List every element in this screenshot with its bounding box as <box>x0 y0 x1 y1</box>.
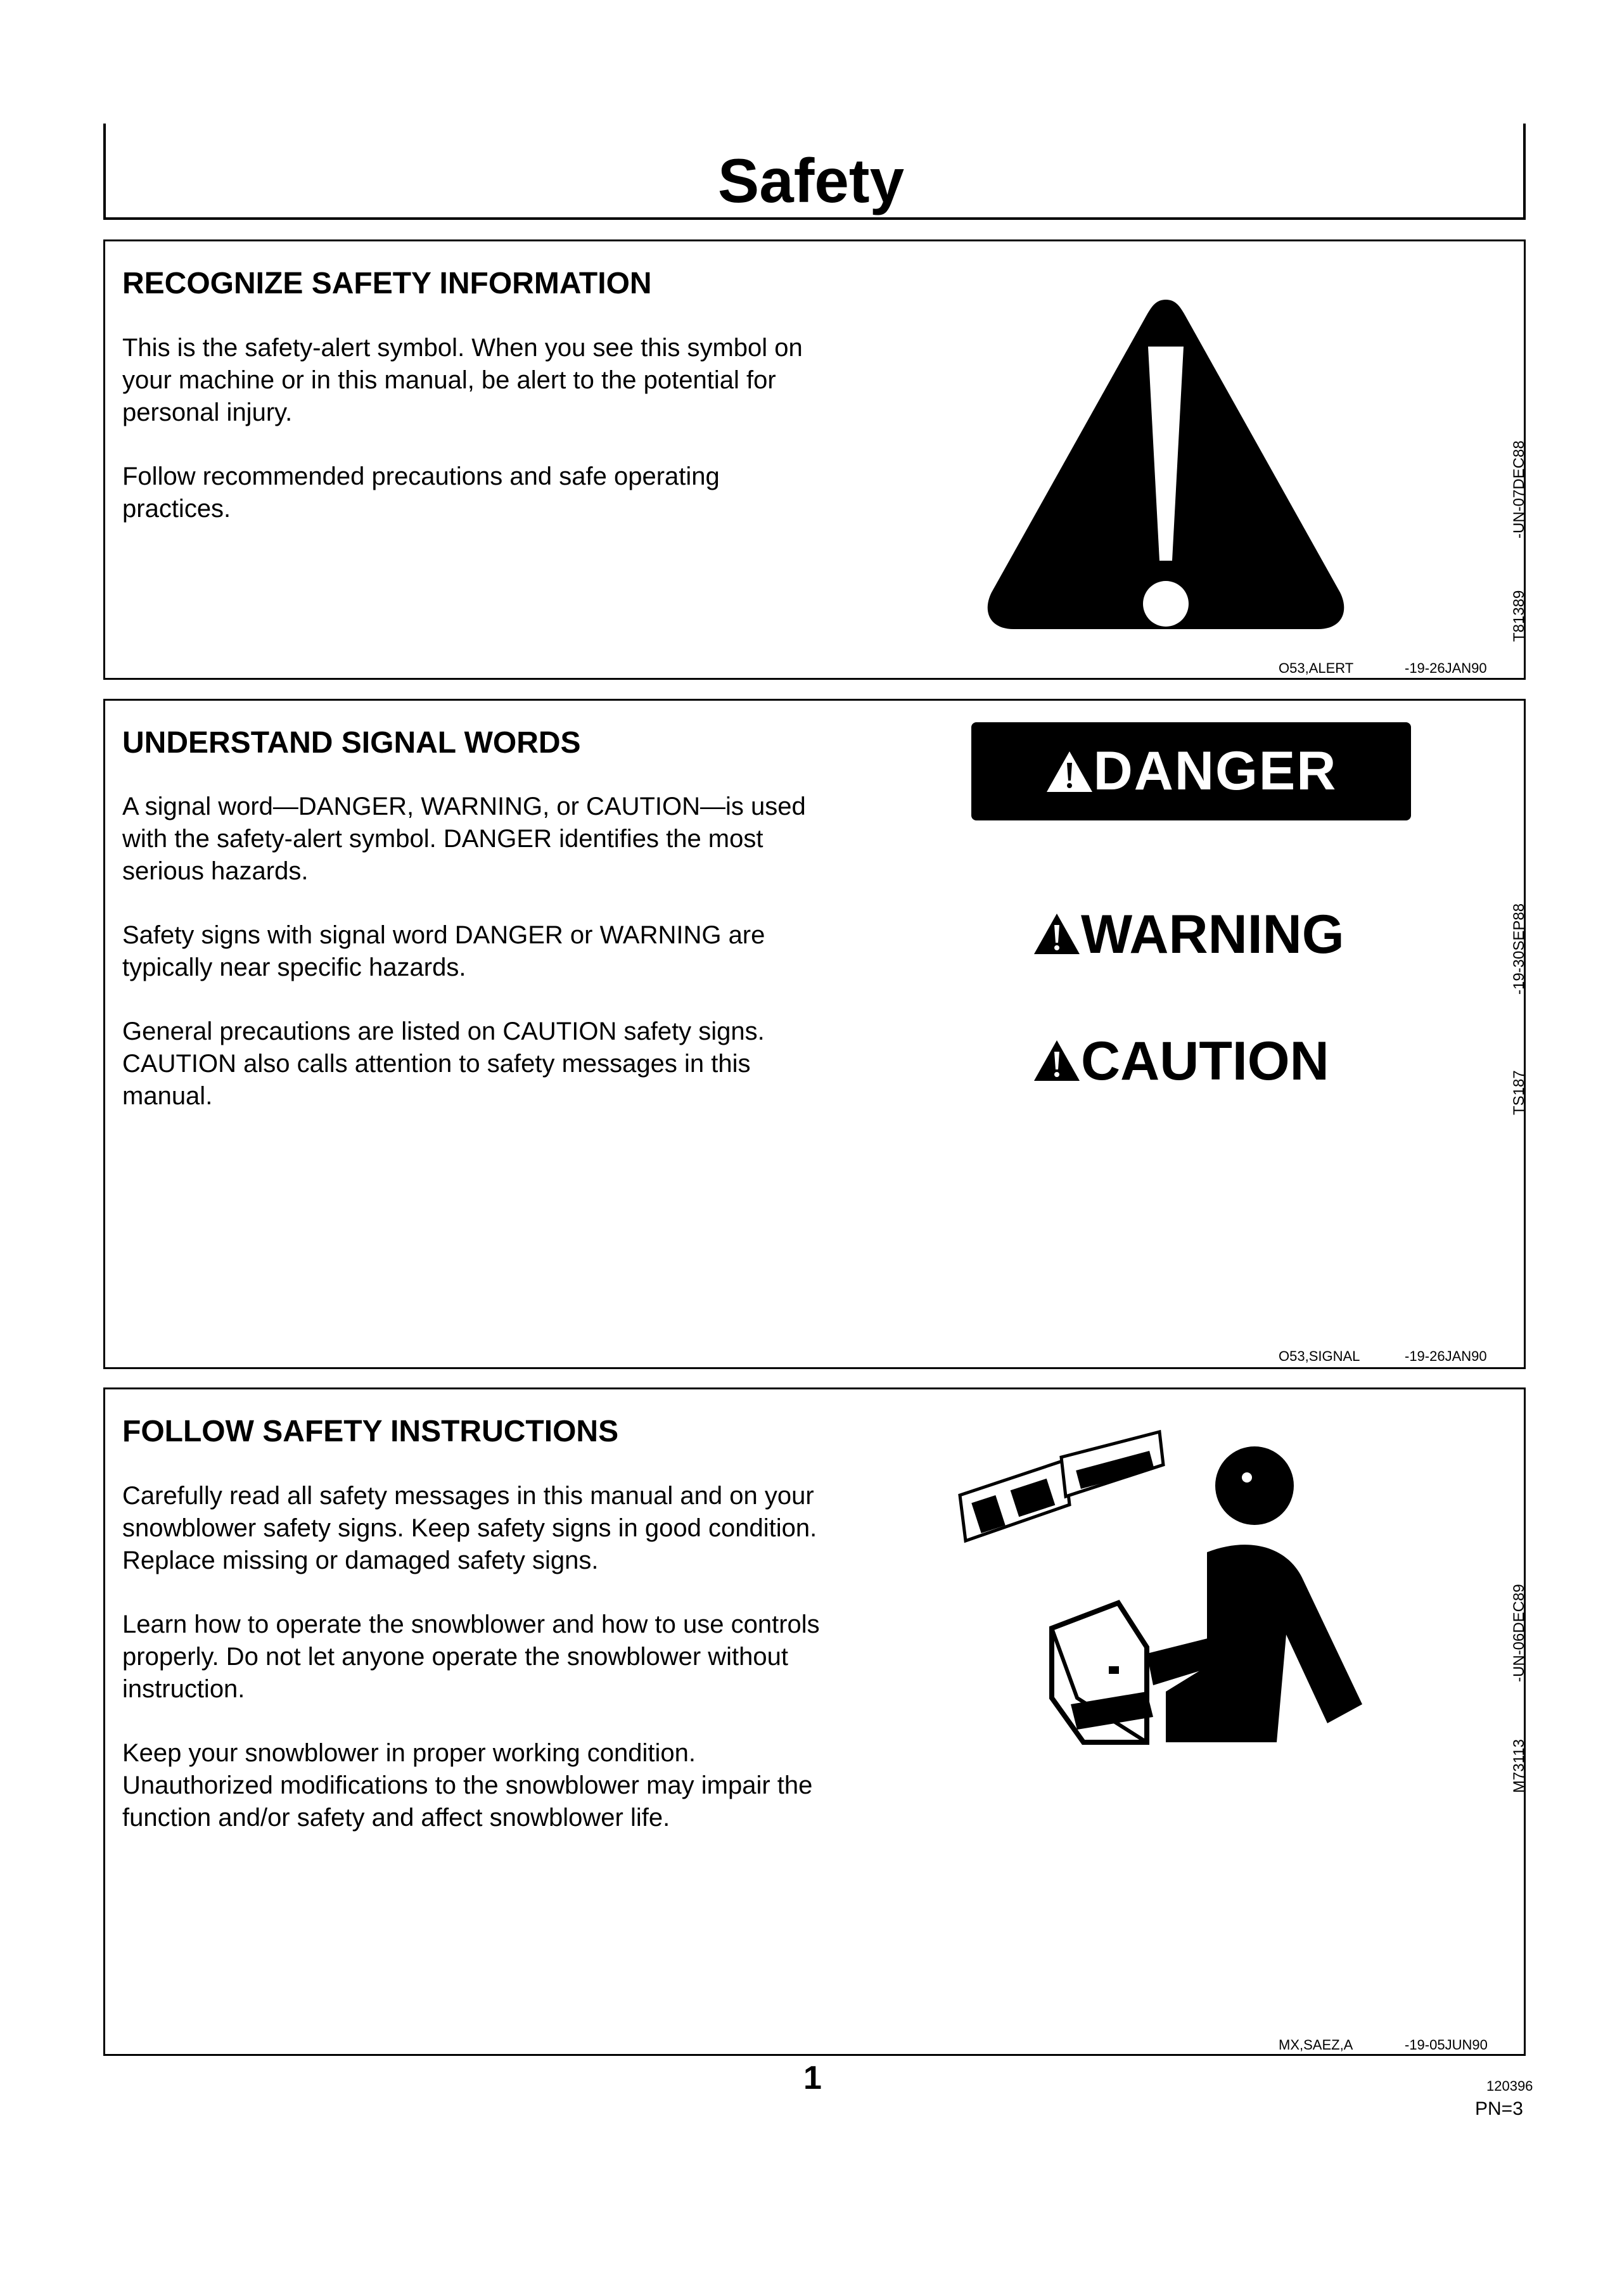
page-number: 1 <box>803 2060 822 2096</box>
image-ref-date: -19-30SEP88 <box>1510 903 1528 995</box>
section-title: FOLLOW SAFETY INSTRUCTIONS <box>122 1415 619 1448</box>
alert-triangle-icon <box>1045 750 1094 793</box>
paragraph: This is the safety-alert symbol. When you see this symbol on your machine or in this manual, be alert to the potential for personal injury. <box>122 334 803 426</box>
signal-word-danger: DANGER <box>1093 741 1338 801</box>
warning-sign <box>1033 903 1344 966</box>
section-title: UNDERSTAND SIGNAL WORDS <box>122 726 581 760</box>
paragraph: A signal word—DANGER, WARNING, or CAUTION—is used with the safety-alert symbol. DANGER identifies the most serious hazards. <box>122 793 806 885</box>
footer-code: O53,SIGNAL <box>1279 1348 1360 1364</box>
image-ref-code: TS187 <box>1510 1070 1528 1115</box>
section-body <box>122 1480 826 1834</box>
page-title: Safety <box>717 146 905 215</box>
head-shape <box>1215 1446 1294 1525</box>
footer-date: -19-26JAN90 <box>1405 660 1487 676</box>
paragraph: Follow recommended precautions and safe operating practices. <box>122 462 720 523</box>
safety-alert-icon <box>982 295 1350 637</box>
signal-word-caution: CAUTION <box>1081 1031 1329 1092</box>
caution-sign <box>1033 1030 1329 1093</box>
footer-date: -19-26JAN90 <box>1405 1348 1487 1364</box>
section-title: RECOGNIZE SAFETY INFORMATION <box>122 267 652 300</box>
paragraph: Safety signs with signal word DANGER or WARNING are typically near specific hazards. <box>122 921 765 981</box>
doc-code: 120396 <box>1486 2078 1533 2094</box>
alert-triangle-icon <box>1033 1039 1081 1082</box>
section-body <box>122 791 826 1113</box>
image-ref-code: T81389 <box>1510 590 1528 642</box>
safety-decal-icon <box>960 1432 1163 1541</box>
person-reading-manual-illustration <box>957 1425 1400 1780</box>
pn-label: PN=3 <box>1475 2098 1523 2119</box>
danger-sign-label <box>971 722 1411 820</box>
image-ref-date: -UN-06DEC89 <box>1510 1584 1528 1682</box>
footer-date: -19-05JUN90 <box>1405 2037 1488 2053</box>
signal-word-warning: WARNING <box>1081 904 1344 965</box>
alert-triangle-icon <box>1033 912 1081 955</box>
image-ref-code: M73113 <box>1510 1739 1528 1793</box>
paragraph: Keep your snowblower in proper working condition. Unauthorized modifications to the snowblower may impair the function and/or safety and affect snowblower life. <box>122 1739 813 1832</box>
paragraph: Learn how to operate the snowblower and how to use controls properly. Do not let anyone operate the snowblower without instruction. <box>122 1610 820 1703</box>
section-body <box>122 332 826 525</box>
footer-code: O53,ALERT <box>1279 660 1354 676</box>
footer-code: MX,SAEZ,A <box>1279 2037 1353 2053</box>
image-ref-date: -UN-07DEC88 <box>1510 440 1528 539</box>
paragraph: General precautions are listed on CAUTION safety signs. CAUTION also calls attention to safety messages in this manual. <box>122 1017 765 1110</box>
paragraph: Carefully read all safety messages in this manual and on your snowblower safety signs. Keep safety signs in good condition. Replace missing or damaged safety signs. <box>122 1482 817 1574</box>
